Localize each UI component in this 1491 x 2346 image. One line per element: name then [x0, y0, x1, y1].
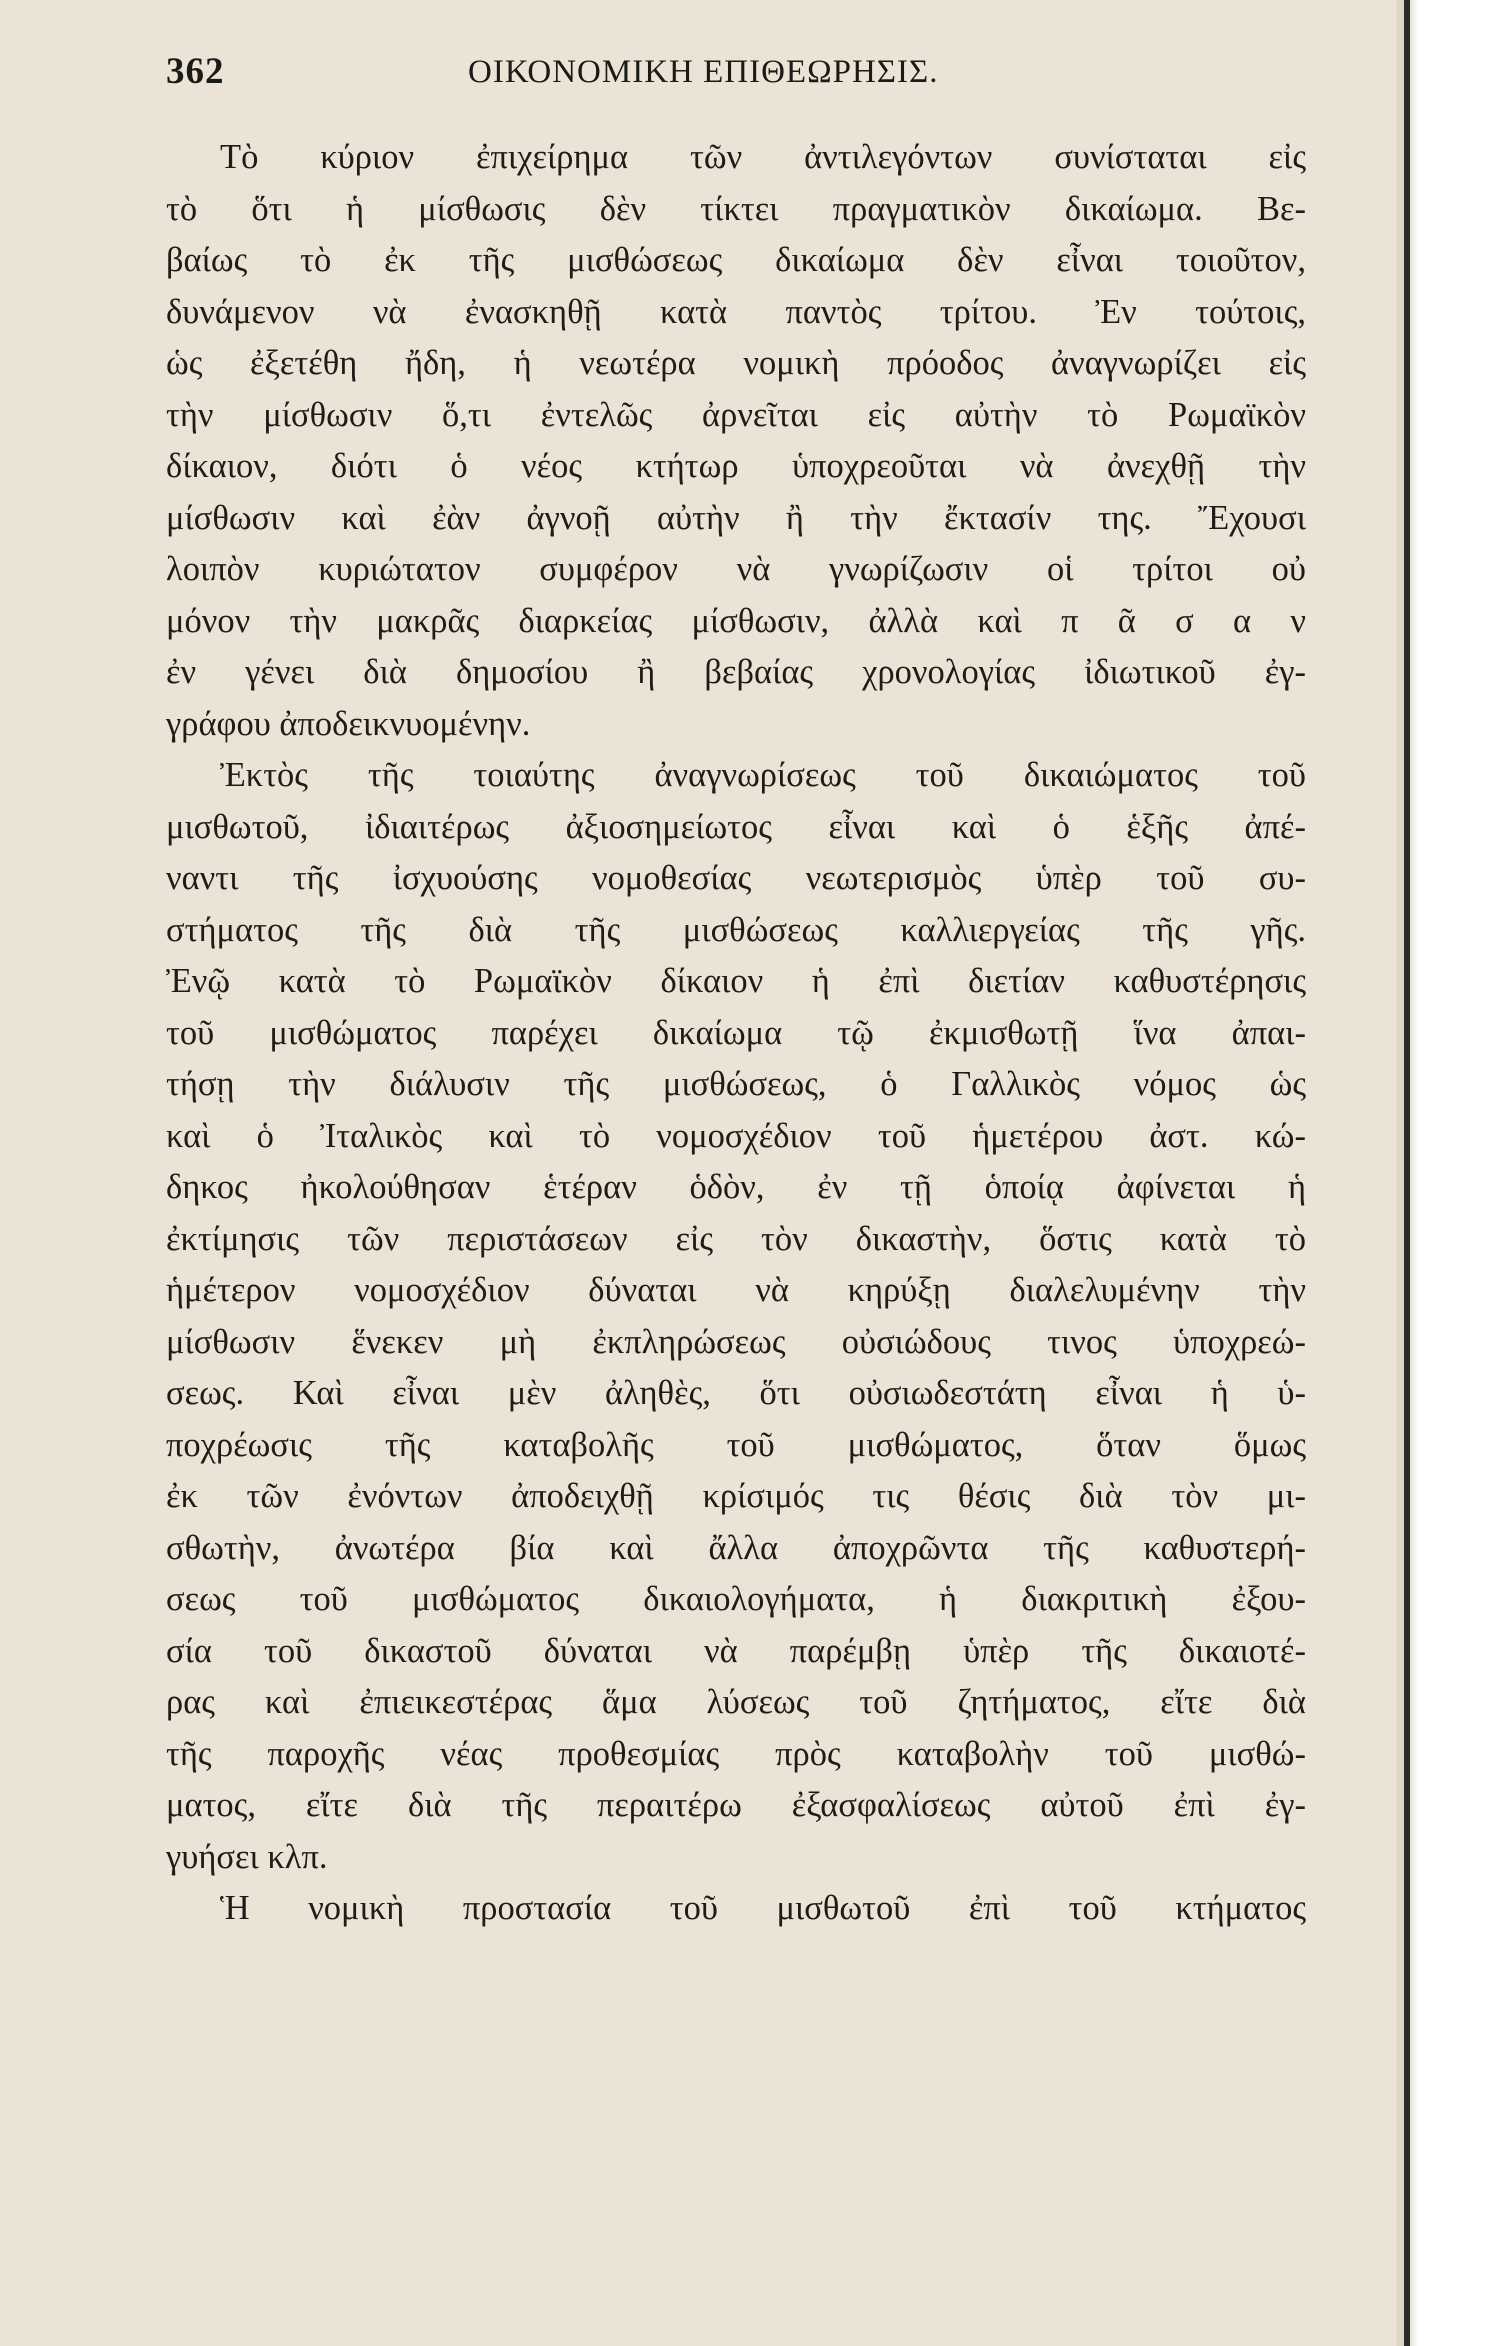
page-header	[166, 50, 1306, 106]
text-line: ἐκ τῶν ἐνόντων ἀποδειχθῇ κρίσιμός τις θέσις διὰ τὸν μι-	[166, 1477, 1306, 1515]
text-line: Ἐνῷ κατὰ τὸ Ρωμαϊκὸν δίκαιον ἡ ἐπὶ διετίαν καθυστέρησις	[166, 962, 1306, 1000]
running-title: ΟΙΚΟΝΟΜΙΚΗ ΕΠΙΘΕΩΡΗΣΙΣ.	[468, 54, 939, 90]
text-line: Ἐκτὸς τῆς τοιαύτης ἀναγνωρίσεως τοῦ δικαιώματος τοῦ	[220, 756, 1306, 794]
text-line: ρας καὶ ἐπιεικεστέρας ἅμα λύσεως τοῦ ζητήματος, εἴτε διὰ	[166, 1683, 1306, 1721]
text-line: καὶ ὁ Ἰταλικὸς καὶ τὸ νομοσχέδιον τοῦ ἡμετέρου ἀστ. κώ-	[166, 1116, 1306, 1155]
paragraph	[166, 1883, 1306, 1935]
page-number: 362	[166, 51, 225, 92]
text-line: σεως. Καὶ εἶναι μὲν ἀληθὲς, ὅτι οὐσιωδεστάτη εἶναι ἡ ὑ-	[166, 1374, 1306, 1412]
text-line: γράφου ἀποδεικνυομένην.	[166, 704, 531, 743]
text-line: σεως τοῦ μισθώματος δικαιολογήματα, ἡ διακριτικὴ ἐξου-	[166, 1580, 1306, 1618]
text-line: σθωτὴν, ἀνωτέρα βία καὶ ἄλλα ἀποχρῶντα τῆς καθυστερή-	[166, 1528, 1306, 1567]
text-line: ναντι τῆς ἰσχυούσης νομοθεσίας νεωτερισμὸς ὑπὲρ τοῦ συ-	[166, 859, 1306, 897]
body-text	[166, 132, 1306, 1935]
text-line: Τὸ κύριον ἐπιχείρημα τῶν ἀντιλεγόντων συνίσταται εἰς	[220, 138, 1306, 176]
text-line: μισθωτοῦ, ἰδιαιτέρως ἀξιοσημείωτος εἶναι καὶ ὁ ἑξῆς ἀπέ-	[166, 807, 1306, 846]
text-line: ποχρέωσις τῆς καταβολῆς τοῦ μισθώματος, ὅταν ὅμως	[166, 1425, 1306, 1464]
text-line: τὴν μίσθωσιν ὅ,τι ἐντελῶς ἀρνεῖται εἰς αὐτὴν τὸ Ρωμαϊκὸν	[166, 395, 1306, 434]
text-line: ἐν γένει διὰ δημοσίου ἢ βεβαίας χρονολογίας ἰδιωτικοῦ ἐγ-	[166, 653, 1306, 691]
text-line: στήματος τῆς διὰ τῆς μισθώσεως καλλιεργείας τῆς γῆς.	[166, 910, 1306, 949]
text-line: ματος, εἴτε διὰ τῆς περαιτέρω ἐξασφαλίσεως αὐτοῦ ἐπὶ ἐγ-	[166, 1786, 1306, 1824]
text-line: ἡμέτερον νομοσχέδιον δύναται νὰ κηρύξῃ διαλελυμένην τὴν	[166, 1271, 1306, 1309]
paragraph	[166, 750, 1306, 1883]
binding-edge	[1404, 0, 1410, 2346]
text-line: ὡς ἐξετέθη ἤδη, ἡ νεωτέρα νομικὴ πρόοδος ἀναγνωρίζει εἰς	[166, 344, 1306, 382]
text-line: σία τοῦ δικαστοῦ δύναται νὰ παρέμβῃ ὑπὲρ τῆς δικαιοτέ-	[166, 1631, 1306, 1670]
text-line: δυνάμενον νὰ ἐνασκηθῇ κατὰ παντὸς τρίτου. Ἐν τούτοις,	[166, 292, 1306, 331]
text-line: βαίως τὸ ἐκ τῆς μισθώσεως δικαίωμα δὲν εἶναι τοιοῦτον,	[166, 241, 1306, 279]
text-line: τὸ ὅτι ἡ μίσθωσις δὲν τίκτει πραγματικὸν δικαίωμα. Βε-	[166, 189, 1306, 228]
text-line: γυήσει κλπ.	[166, 1837, 328, 1876]
text-line: τοῦ μισθώματος παρέχει δικαίωμα τῷ ἐκμισθωτῇ ἵνα ἀπαι-	[166, 1013, 1306, 1052]
text-line: δίκαιον, διότι ὁ νέος κτήτωρ ὑποχρεοῦται νὰ ἀνεχθῇ τὴν	[166, 447, 1306, 485]
text-line: τήσῃ τὴν διάλυσιν τῆς μισθώσεως, ὁ Γαλλικὸς νόμος ὡς	[166, 1065, 1306, 1103]
text-line: Ἡ νομικὴ προστασία τοῦ μισθωτοῦ ἐπὶ τοῦ κτήματος	[220, 1889, 1306, 1927]
paragraph	[166, 132, 1306, 750]
text-line: μίσθωσιν ἕνεκεν μὴ ἐκπληρώσεως οὐσιώδους τινος ὑποχρεώ-	[166, 1322, 1306, 1361]
text-line: λοιπὸν κυριώτατον συμφέρον νὰ γνωρίζωσιν οἱ τρίτοι οὐ	[166, 550, 1306, 588]
text-line: δηκος ἠκολούθησαν ἑτέραν ὁδὸν, ἐν τῇ ὁποίᾳ ἀφίνεται ἡ	[166, 1168, 1306, 1206]
text-line: μίσθωσιν καὶ ἐὰν ἀγνοῇ αὐτὴν ἢ τὴν ἔκτασίν της. Ἔχουσι	[166, 498, 1306, 537]
text-line: μόνον τὴν μακρᾶς διαρκείας μίσθωσιν, ἀλλὰ καὶ π ᾶ σ α ν	[166, 601, 1306, 640]
text-line: τῆς παροχῆς νέας προθεσμίας πρὸς καταβολὴν τοῦ μισθώ-	[166, 1734, 1306, 1773]
text-line: ἐκτίμησις τῶν περιστάσεων εἰς τὸν δικαστὴν, ὅστις κατὰ τὸ	[166, 1219, 1306, 1258]
page-gutter	[1396, 0, 1491, 2346]
